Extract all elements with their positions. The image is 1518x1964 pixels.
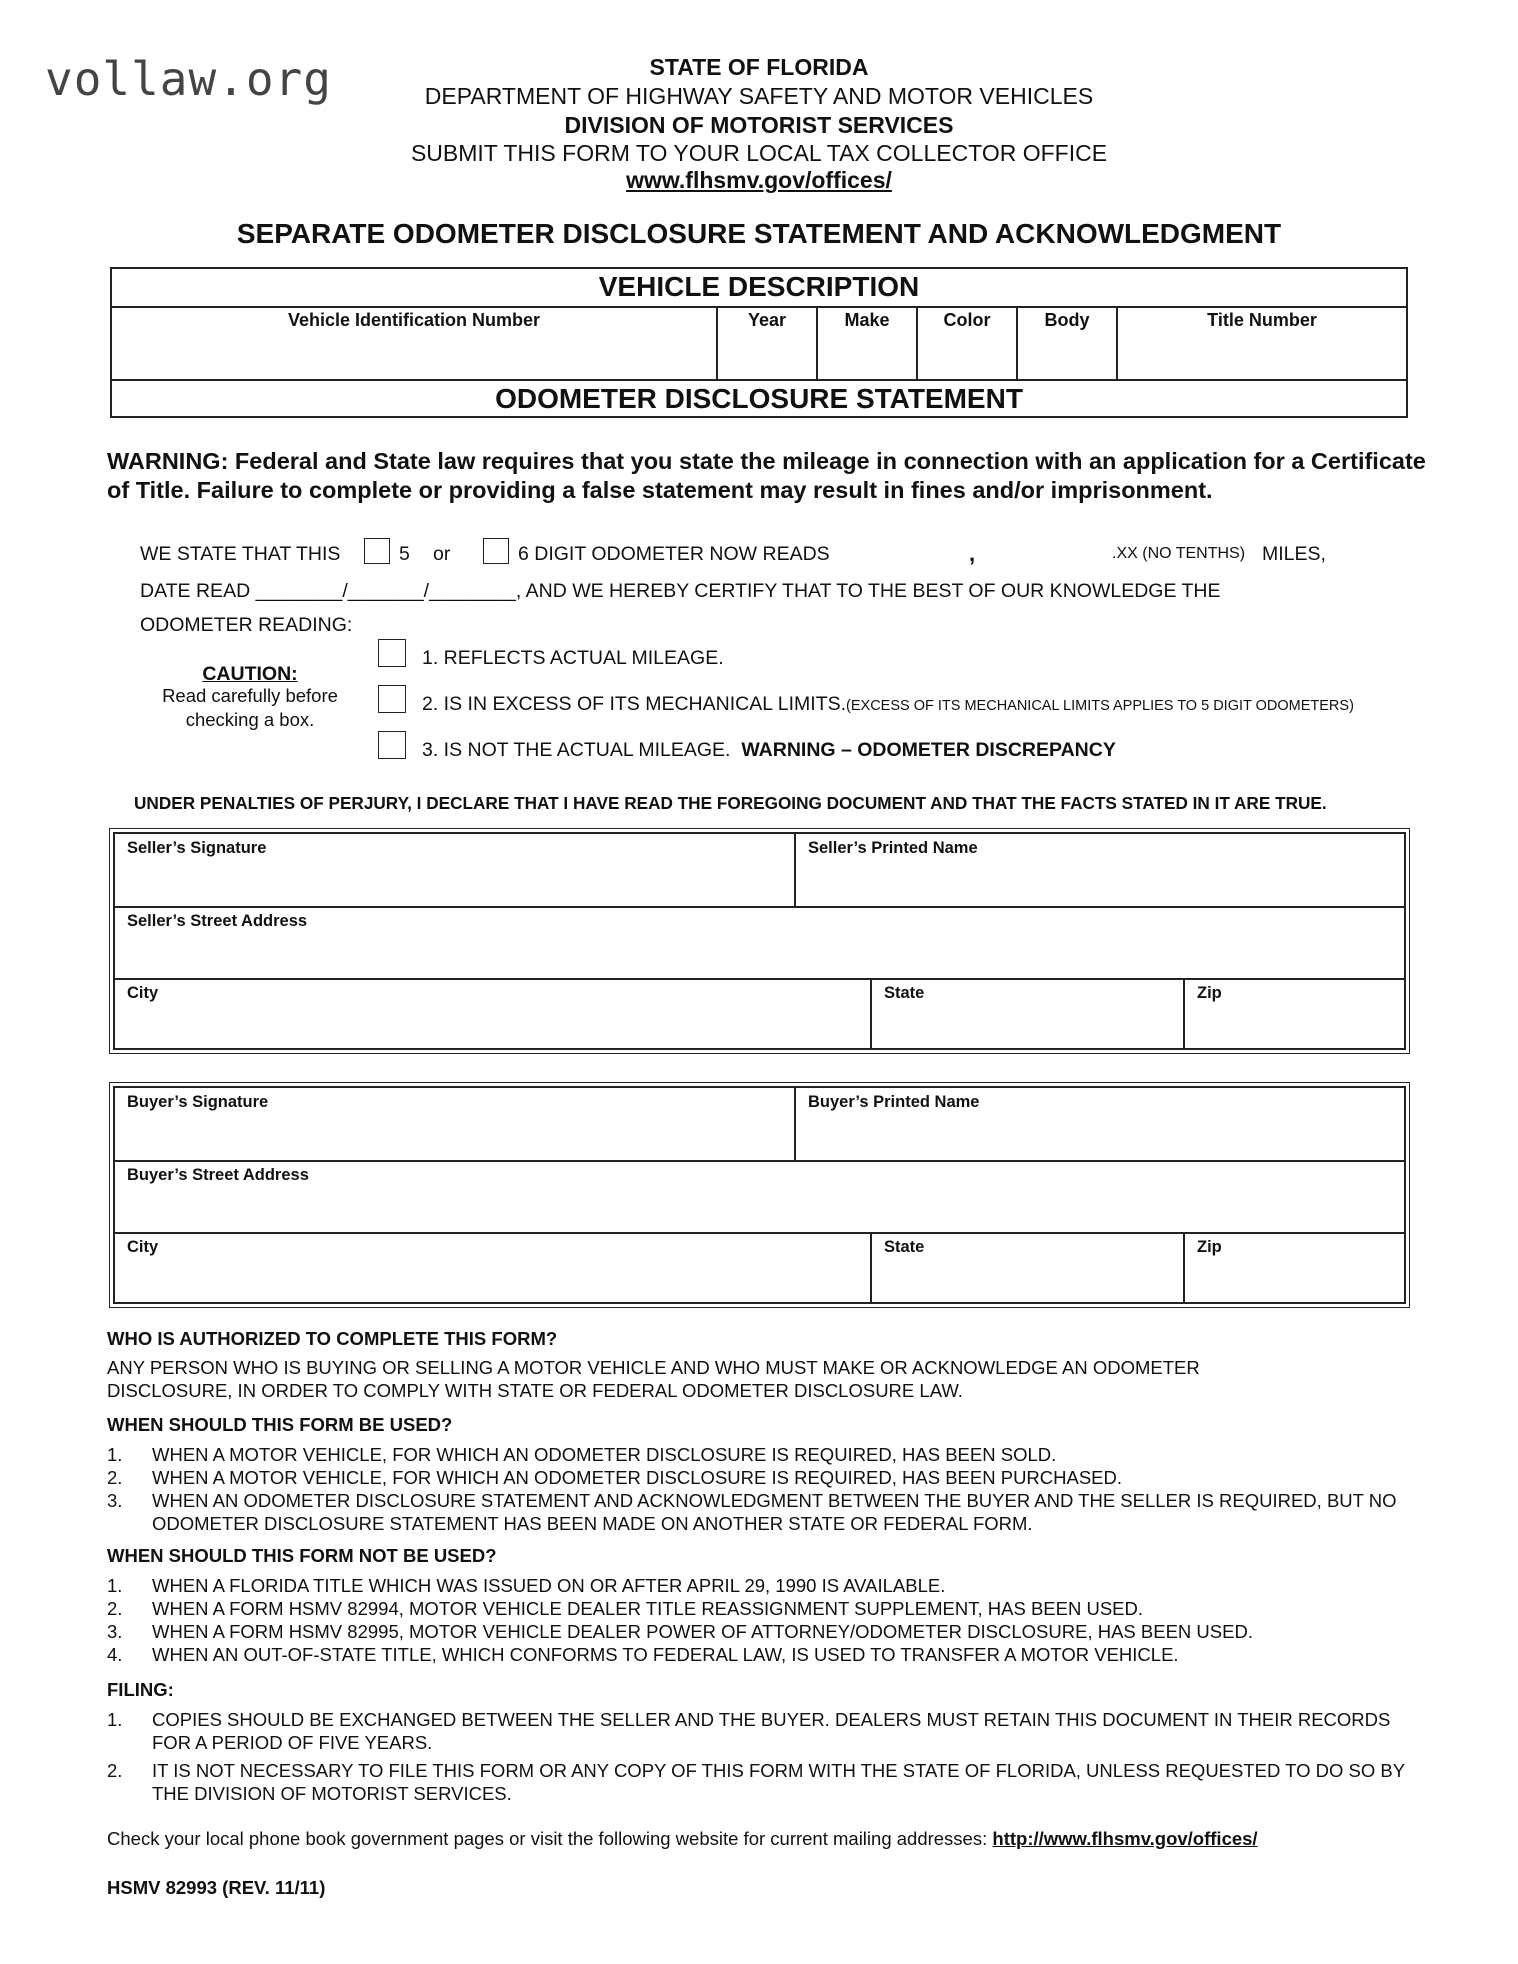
who-heading: WHO IS AUTHORIZED TO COMPLETE THIS FORM? xyxy=(107,1328,558,1349)
buyer-state-field[interactable] xyxy=(872,1232,1185,1302)
caution-text-1: Read carefully before xyxy=(162,685,338,706)
buyer-state-label: State xyxy=(884,1238,925,1256)
seller-state-label: State xyxy=(884,984,925,1002)
caution-text-2: checking a box. xyxy=(185,709,315,730)
list-number: 1. xyxy=(107,1575,123,1596)
option-actual-mileage: 1. REFLECTS ACTUAL MILEAGE. xyxy=(422,647,724,669)
list-text: WHEN AN OUT-OF-STATE TITLE, WHICH CONFORMS TO FEDERAL LAW, IS USED TO TRANSFER A MOTOR VEHICLE. xyxy=(152,1644,1179,1665)
filing-heading: FILING: xyxy=(107,1679,174,1700)
list-number: 3. xyxy=(107,1621,123,1642)
list-number: 4. xyxy=(107,1644,123,1665)
option-not-actual xyxy=(422,739,1116,762)
body-field[interactable] xyxy=(1018,306,1118,379)
option-mechanical-limits-note: (EXCESS OF ITS MECHANICAL LIMITS APPLIES TO 5 DIGIT ODOMETERS) xyxy=(846,698,1354,714)
seller-state-field[interactable] xyxy=(872,978,1185,1048)
vehicle-description-heading: VEHICLE DESCRIPTION xyxy=(598,271,920,302)
when-not-used-heading: WHEN SHOULD THIS FORM NOT BE USED? xyxy=(107,1545,497,1566)
seller-signature-label: Seller’s Signature xyxy=(127,839,267,857)
six-digit-checkbox[interactable] xyxy=(483,538,509,564)
list-text: IT IS NOT NECESSARY TO FILE THIS FORM OR ANY COPY OF THIS FORM WITH THE STATE OF FLORIDA, UNLESS REQUESTED TO DO SO BY THE DIVISION OF MOTORIST SERVICES. xyxy=(152,1760,1405,1804)
list-item xyxy=(107,1574,1427,1597)
title-number-label: Title Number xyxy=(1207,310,1317,330)
five-label: 5 xyxy=(399,543,410,565)
warning-text: WARNING: Federal and State law requires that you state the mileage in connection with an application for a Certificate of Title. Failure to complete or providing a false statement may result in fines and/or imprisonment. xyxy=(107,448,1426,503)
odometer-reading-text: ODOMETER READING: xyxy=(140,614,353,636)
seller-table xyxy=(109,828,1410,1054)
vin-field[interactable] xyxy=(112,306,718,379)
we-state-text: WE STATE THAT THIS xyxy=(140,543,341,565)
option-not-actual-label: 3. IS NOT THE ACTUAL MILEAGE. xyxy=(422,739,731,761)
buyer-printed-name-field[interactable] xyxy=(796,1088,1404,1160)
vin-label: Vehicle Identification Number xyxy=(287,310,541,330)
header-url-link[interactable]: www.flhsmv.gov/offices/ xyxy=(626,167,892,193)
color-label: Color xyxy=(943,310,991,330)
date-read-text: DATE READ ________/_______/________, AND WE HEREBY CERTIFY THAT TO THE BEST OF OUR KNOWLEDGE THE xyxy=(140,580,1221,602)
list-item xyxy=(107,1708,1427,1754)
list-item xyxy=(107,1643,1427,1666)
make-field[interactable] xyxy=(818,306,918,379)
form-number: HSMV 82993 (REV. 11/11) xyxy=(107,1877,326,1898)
five-digit-checkbox[interactable] xyxy=(364,538,390,564)
list-text: WHEN AN ODOMETER DISCLOSURE STATEMENT AND ACKNOWLEDGMENT BETWEEN THE BUYER AND THE SELLER IS REQUIRED, BUT NO ODOMETER DISCLOSURE STATEMENT HAS BEEN MADE ON ANOTHER STATE OR FEDERAL FORM. xyxy=(152,1490,1397,1534)
xx-no-tenths-text: .XX (NO TENTHS) xyxy=(1112,545,1246,562)
header-state: STATE OF FLORIDA xyxy=(649,54,869,80)
list-number: 2. xyxy=(107,1467,123,1488)
not-actual-mileage-checkbox[interactable] xyxy=(378,731,406,759)
seller-city-label: City xyxy=(127,984,159,1002)
six-digit-label: 6 DIGIT ODOMETER NOW READS xyxy=(518,543,830,565)
buyer-signature-field[interactable] xyxy=(115,1088,796,1160)
footer-link[interactable]: http://www.flhsmv.gov/offices/ xyxy=(992,1828,1258,1849)
buyer-street-field[interactable] xyxy=(115,1160,1404,1232)
list-item xyxy=(107,1466,1427,1489)
buyer-zip-field[interactable] xyxy=(1185,1232,1404,1302)
header-department: DEPARTMENT OF HIGHWAY SAFETY AND MOTOR VEHICLES xyxy=(424,83,1094,109)
seller-street-label: Seller’s Street Address xyxy=(127,912,308,930)
year-label: Year xyxy=(747,310,787,330)
list-item xyxy=(107,1597,1427,1620)
body-label: Body xyxy=(1044,310,1090,330)
odometer-statement-heading: ODOMETER DISCLOSURE STATEMENT xyxy=(495,383,1023,414)
buyer-signature-label: Buyer’s Signature xyxy=(127,1093,269,1111)
seller-city-field[interactable] xyxy=(115,978,872,1048)
mechanical-limits-checkbox[interactable] xyxy=(378,685,406,713)
make-label: Make xyxy=(844,310,890,330)
list-text: COPIES SHOULD BE EXCHANGED BETWEEN THE SELLER AND THE BUYER. DEALERS MUST RETAIN THIS DOCUMENT IN THEIR RECORDS FOR A PERIOD OF FIVE YEARS. xyxy=(152,1709,1391,1753)
list-number: 1. xyxy=(107,1709,123,1730)
page-title: SEPARATE ODOMETER DISCLOSURE STATEMENT AND ACKNOWLEDGMENT xyxy=(236,218,1282,249)
watermark: vollaw.org xyxy=(45,52,332,106)
list-number: 1. xyxy=(107,1444,123,1465)
seller-zip-label: Zip xyxy=(1197,984,1222,1002)
or-text: or xyxy=(433,543,451,565)
seller-printed-name-field[interactable] xyxy=(796,834,1404,906)
list-text: WHEN A FORM HSMV 82995, MOTOR VEHICLE DEALER POWER OF ATTORNEY/ODOMETER DISCLOSURE, HAS BEEN USED. xyxy=(152,1621,1253,1642)
option-mechanical-limits-label: 2. IS IN EXCESS OF ITS MECHANICAL LIMITS. xyxy=(422,693,847,715)
who-text-2: DISCLOSURE, IN ORDER TO COMPLY WITH STATE OR FEDERAL ODOMETER DISCLOSURE LAW. xyxy=(107,1380,963,1401)
buyer-city-label: City xyxy=(127,1238,159,1256)
who-text-1: ANY PERSON WHO IS BUYING OR SELLING A MOTOR VEHICLE AND WHO MUST MAKE OR ACKNOWLEDGE AN ODOMETER xyxy=(107,1357,1200,1378)
list-item xyxy=(107,1620,1427,1643)
when-used-heading: WHEN SHOULD THIS FORM BE USED? xyxy=(107,1414,453,1435)
header-submit: SUBMIT THIS FORM TO YOUR LOCAL TAX COLLECTOR OFFICE xyxy=(410,140,1108,166)
seller-printed-name-label: Seller’s Printed Name xyxy=(808,839,978,857)
option-mechanical-limits xyxy=(422,693,1354,716)
caution-title: CAUTION: xyxy=(202,663,298,685)
list-text: WHEN A MOTOR VEHICLE, FOR WHICH AN ODOMETER DISCLOSURE IS REQUIRED, HAS BEEN PURCHASED. xyxy=(152,1467,1123,1488)
buyer-street-label: Buyer’s Street Address xyxy=(127,1166,309,1184)
actual-mileage-checkbox[interactable] xyxy=(378,639,406,667)
perjury-statement: UNDER PENALTIES OF PERJURY, I DECLARE THAT I HAVE READ THE FOREGOING DOCUMENT AND THAT THE FACTS STATED IN IT ARE TRUE. xyxy=(134,793,1327,813)
list-number: 2. xyxy=(107,1760,123,1781)
color-field[interactable] xyxy=(918,306,1018,379)
list-text: WHEN A FORM HSMV 82994, MOTOR VEHICLE DEALER TITLE REASSIGNMENT SUPPLEMENT, HAS BEEN USED. xyxy=(152,1598,1144,1619)
list-item xyxy=(107,1489,1427,1535)
seller-signature-field[interactable] xyxy=(115,834,796,906)
header-division: DIVISION OF MOTORIST SERVICES xyxy=(564,112,954,138)
footer-check xyxy=(107,1828,1447,1850)
year-field[interactable] xyxy=(718,306,818,379)
seller-zip-field[interactable] xyxy=(1185,978,1404,1048)
footer-check-text: Check your local phone book government pages or visit the following website for current mailing addresses: xyxy=(107,1828,988,1849)
list-item xyxy=(107,1759,1427,1805)
list-number: 3. xyxy=(107,1490,123,1511)
vehicle-description-table xyxy=(110,267,1408,418)
list-item xyxy=(107,1443,1427,1466)
seller-street-field[interactable] xyxy=(115,906,1404,978)
list-text: WHEN A FLORIDA TITLE WHICH WAS ISSUED ON OR AFTER APRIL 29, 1990 IS AVAILABLE. xyxy=(152,1575,946,1596)
title-number-field[interactable] xyxy=(1118,306,1406,379)
buyer-zip-label: Zip xyxy=(1197,1238,1222,1256)
miles-text: MILES, xyxy=(1262,543,1326,565)
buyer-table xyxy=(109,1082,1410,1308)
mileage-comma: , xyxy=(969,541,976,566)
list-text: WHEN A MOTOR VEHICLE, FOR WHICH AN ODOMETER DISCLOSURE IS REQUIRED, HAS BEEN SOLD. xyxy=(152,1444,1057,1465)
odometer-discrepancy-warning: WARNING – ODOMETER DISCREPANCY xyxy=(741,739,1116,761)
buyer-city-field[interactable] xyxy=(115,1232,872,1302)
buyer-printed-name-label: Buyer’s Printed Name xyxy=(808,1093,980,1111)
list-number: 2. xyxy=(107,1598,123,1619)
